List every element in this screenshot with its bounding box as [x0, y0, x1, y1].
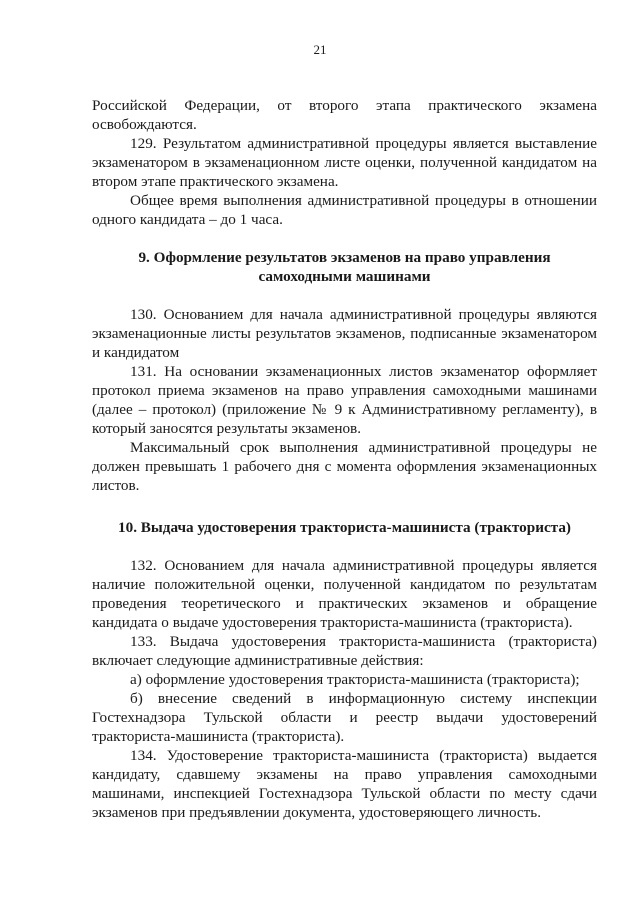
- paragraph-total-time: Общее время выполнения административной процедуры в отношении одного кандидата – до 1 часа.: [92, 192, 597, 228]
- paragraph-max-term: Максимальный срок выполнения административной процедуры не должен превышать 1 рабочего дня с момента оформления экзаменационных листов.: [92, 439, 597, 494]
- paragraph-133-a: а) оформление удостоверения тракториста-машиниста (тракториста);: [130, 671, 580, 688]
- paragraph-133: 133. Выдача удостоверения тракториста-машиниста (тракториста) включает следующие административные действия:: [92, 633, 597, 669]
- section-9-heading: 9. Оформление результатов экзаменов на право управления самоходными машинами: [138, 249, 551, 285]
- paragraph-129: 129. Результатом административной процедуры является выставление экзаменатором в экзаменационном листе оценки, полученной кандидатом на втором этапе практического экзамена.: [92, 135, 597, 190]
- paragraph-continuation: Российской Федерации, от второго этапа практического экзамена освобождаются.: [92, 97, 597, 133]
- page-number: 21: [313, 42, 327, 57]
- paragraph-132: 132. Основанием для начала административной процедуры является наличие положительной оценки, полученной кандидатом по результатам проведения теоретического и практических экзаменов и обращение кандидата о выдаче удостоверения тракториста-машиниста (тракториста).: [92, 557, 597, 631]
- paragraph-130: 130. Основанием для начала административной процедуры являются экзаменационные листы результатов экзаменов, подписанные экзаменатором и кандидатом: [92, 306, 597, 361]
- paragraph-134: 134. Удостоверение тракториста-машиниста (тракториста) выдается кандидату, сдавшему экзамены на право управления самоходными машинами, инспекцией Гостехнадзора Тульской области по месту сдачи экзаменов при предъявлении документа, удостоверяющего личность.: [92, 747, 597, 821]
- section-10-heading: 10. Выдача удостоверения тракториста-машиниста (тракториста): [118, 519, 571, 536]
- paragraph-133-b: б) внесение сведений в информационную систему инспекции Гостехнадзора Тульской области и реестр выдачи удостоверений тракториста-машиниста (тракториста).: [92, 690, 597, 745]
- document-body: [92, 96, 597, 822]
- paragraph-131: 131. На основании экзаменационных листов экзаменатор оформляет протокол приема экзаменов на право управления самоходными машинами (далее – протокол) (приложение № 9 к Административному регламенту), в который заносятся результаты экзаменов.: [92, 363, 597, 437]
